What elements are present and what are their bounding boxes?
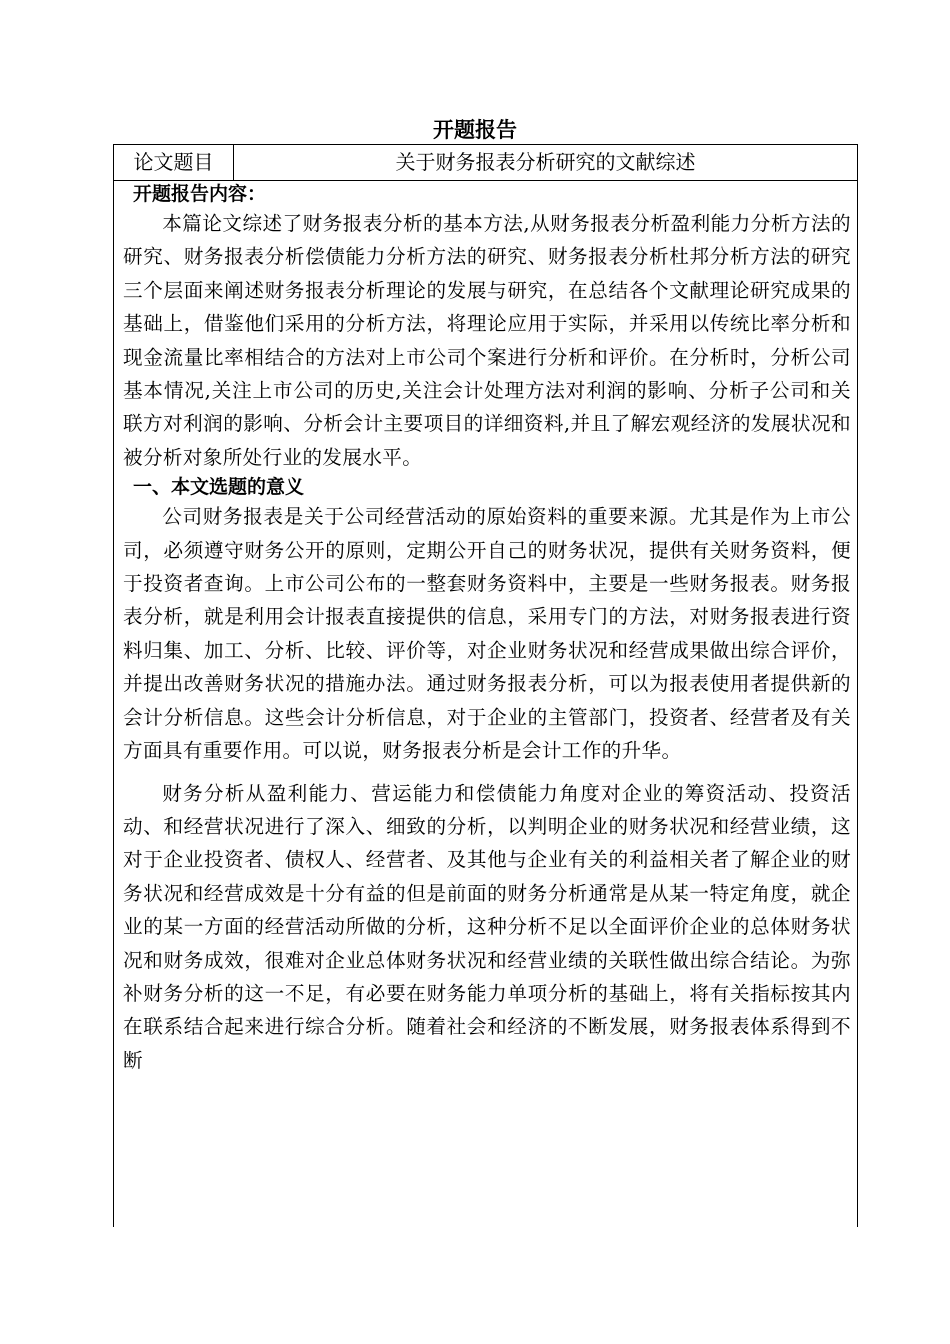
significance-paragraph-2: 财务分析从盈利能力、营运能力和偿债能力角度对企业的筹资活动、投资活动、和经营状况进行了深入、细致的分析，以判明企业的财务状况和经营业绩，这对于企业投资者、债权人、经营者、及其他与企业有关的利益相关者了解企业的财务状况和经营成效是十分有益的但是前面的财务分析通常是从某一特定角度，就企业的某一方面的经营活动所做的分析，这种分析不足以全面评价企业的总体财务状况和财务成效，很难对企业总体财务状况和经营业绩的关联性做出综合结论。为弥补财务分析的这一不足，有必要在财务能力单项分析的基础上，将有关指标按其内在联系结合起来进行综合分析。随着社会和经济的不断发展，财务报表体系得到不断 xyxy=(123,781,851,1072)
content-heading: 开题报告内容： xyxy=(133,183,267,205)
section-heading-significance: 一、本文选题的意义 xyxy=(133,476,305,499)
report-table xyxy=(113,144,858,1227)
topic-label: 论文题目 xyxy=(114,145,234,180)
topic-row xyxy=(114,145,857,181)
topic-value: 关于财务报表分析研究的文献综述 xyxy=(395,150,696,174)
summary-paragraph: 本篇论文综述了财务报表分析的基本方法,从财务报表分析盈利能力分析方法的研究、财务报表分析偿债能力分析方法的研究、财务报表分析杜邦分析方法的研究三个层面来阐述财务报表分析理论的发展与研究，在总结各个文献理论研究成果的基础上，借鉴他们采用的分析方法，将理论应用于实际，并采用以传统比率分析和现金流量比率相结合的方法对上市公司个案进行分析和评价。在分析时，分析公司基本情况,关注上市公司的历史,关注会计处理方法对利润的影响、分析子公司和关联方对利润的影响、分析会计主要项目的详细资料,并且了解宏观经济的发展状况和被分析对象所处行业的发展水平。 xyxy=(123,212,851,469)
report-title: 开题报告 xyxy=(433,118,517,142)
significance-paragraph-1: 公司财务报表是关于公司经营活动的原始资料的重要来源。尤其是作为上市公司，必须遵守财务公开的原则，定期公开自己的财务状况，提供有关财务资料，便于投资者查询。上市公司公布的一整套财务资料中，主要是一些财务报表。财务报表分析，就是利用会计报表直接提供的信息，采用专门的方法，对财务报表进行资料归集、加工、分析、比较、评价等，对企业财务状况和经营成果做出综合评价，并提出改善财务状况的措施办法。通过财务报表分析，可以为报表使用者提供新的会计分析信息。这些会计分析信息，对于企业的主管部门，投资者、经营者及有关方面具有重要作用。可以说，财务报表分析是会计工作的升华。 xyxy=(123,505,851,763)
report-content xyxy=(123,181,851,1077)
